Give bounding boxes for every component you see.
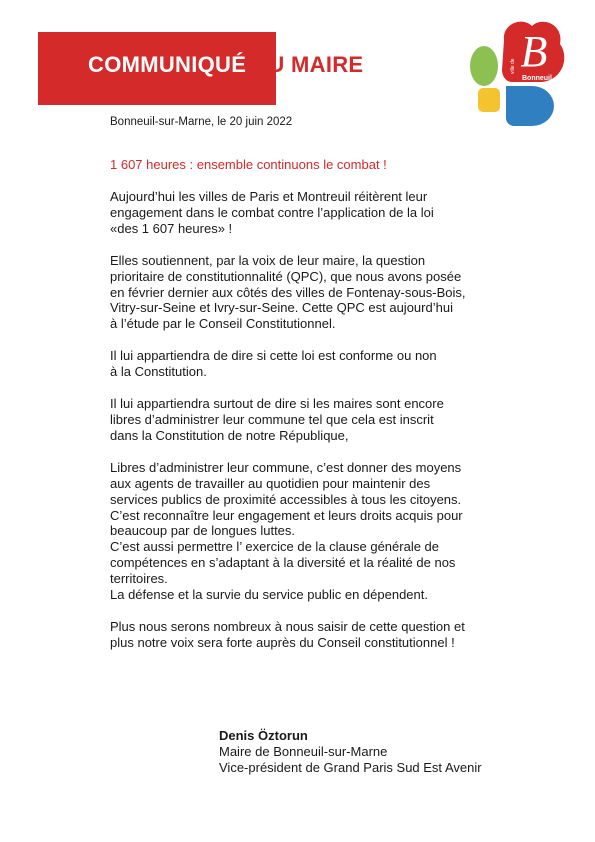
title-du-maire: DU MAIRE [252, 52, 364, 77]
paragraph-line: Aujourd’hui les villes de Paris et Montreuil réitèrent leur [110, 189, 428, 204]
paragraph-line: dans la Constitution de notre République, [110, 427, 349, 443]
logo-text-2: Bonneuil [522, 75, 552, 82]
paragraph-line: Vitry-sur-Seine et Ivry-sur-Seine. Cette QPC est aujourd’hui [110, 300, 453, 316]
paragraph-line: Libres d’administrer leur commune, c’est donner des moyens [110, 459, 462, 475]
paragraph-line: à l’étude par le Conseil Constitutionnel. [110, 316, 336, 332]
logo-green-petal [470, 46, 498, 86]
paragraph-line: engagement dans le combat contre l’application de la loi [110, 204, 434, 220]
title-communique: COMMUNIQUÉ [88, 52, 247, 77]
paragraph-line: compétences en s’adaptant à la diversité et la réalité de nos [110, 555, 456, 571]
paragraph-container [110, 189, 530, 651]
paragraph [110, 460, 530, 603]
logo-text-1: ville de [510, 58, 516, 74]
paragraph-line: Il lui appartiendra surtout de dire si les maires sont encore [110, 396, 444, 412]
paragraph-line: Plus nous serons nombreux à nous saisir de cette question et [110, 618, 465, 634]
paragraph-line: territoires. [110, 571, 168, 587]
paragraph-line: prioritaire de constitutionnalité (QPC), que nous avons posée [110, 268, 462, 284]
paragraph-line: plus notre voix sera forte auprès du Conseil constitutionnel ! [110, 634, 455, 650]
paragraph-line: en février dernier aux côtés des villes de Fontenay-sous-Bois, [110, 284, 466, 300]
logo-yellow-petal [478, 88, 500, 112]
letter-body [110, 157, 530, 667]
paragraph-line: aux agents de travailler au quotidien pour maintenir des [110, 475, 431, 491]
paragraph-line: C’est reconnaître leur engagement et leurs droits acquis pour [110, 507, 463, 523]
paragraph [110, 189, 530, 237]
paragraph-line: services publics de proximité accessibles à tous les citoyens. [110, 491, 462, 507]
page-title [88, 52, 363, 78]
paragraph [110, 348, 530, 380]
paragraph [110, 253, 530, 333]
paragraph-line: libres d’administrer leur commune tel que cela est inscrit [110, 411, 434, 427]
logo-text-3: sur-Marne [524, 82, 545, 87]
paragraph-line: Elles soutiennent, par la voix de leur maire, la question [110, 252, 426, 268]
bonneuil-logo [464, 14, 574, 136]
paragraph-line: beaucoup par de longues luttes. [110, 523, 296, 539]
logo-blue-petal [506, 86, 554, 126]
paragraph-line: Il lui appartiendra de dire si cette loi est conforme ou non [110, 348, 437, 364]
signature-role-2: Vice-président de Grand Paris Sud Est Avenir [219, 760, 482, 775]
headline: 1 607 heures : ensemble continuons le combat ! [110, 157, 387, 172]
date-line: Bonneuil-sur-Marne, le 20 juin 2022 [110, 116, 293, 128]
paragraph-line: C’est aussi permettre l’ exercice de la clause générale de [110, 539, 440, 555]
paragraph-line: à la Constitution. [110, 364, 207, 380]
paragraph-line: La défense et la survie du service public en dépendent. [110, 587, 428, 603]
paragraph-line: «des 1 607 heures» ! [110, 220, 233, 236]
signature-block [219, 728, 482, 776]
paragraph [110, 619, 530, 651]
signature-role-1: Maire de Bonneuil-sur-Marne [219, 744, 388, 759]
signature-name: Denis Öztorun [219, 728, 308, 743]
logo-b-letter: B [520, 27, 548, 76]
paragraph [110, 396, 530, 444]
